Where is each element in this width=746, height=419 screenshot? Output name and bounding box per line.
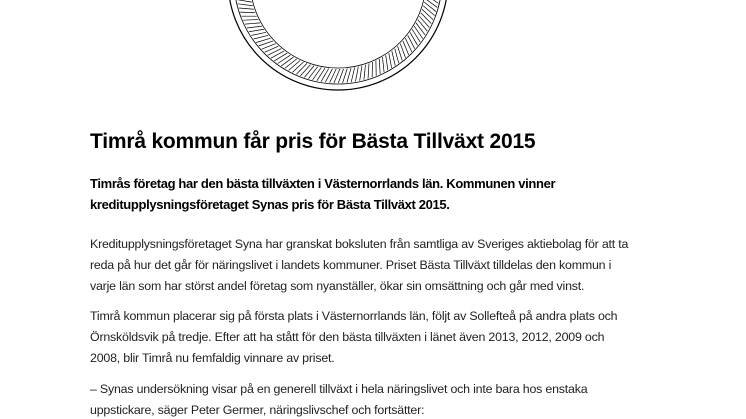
seal-hatch-mark	[300, 65, 310, 76]
seal-hatch-mark	[289, 61, 300, 71]
seal-hatch-mark	[383, 57, 385, 72]
paragraph-line: 2008, blir Timrå nu femfaldig vinnare av priset.	[90, 351, 335, 365]
seal-hatch-mark	[317, 68, 325, 81]
seal-hatch-mark	[343, 69, 348, 83]
paragraph-line: varje län som har störst andel företag som nyanställer, ökar sin omsättning och går med vinst.	[90, 279, 585, 293]
paragraph-line: Kreditupplysningsföretaget Syna har granskat boksluten från samtliga av Sveriges aktiebolag för att ta	[90, 237, 629, 251]
body-paragraph	[90, 234, 710, 297]
seal-hatch-mark	[240, 12, 255, 13]
seal-hatch-mark	[389, 53, 392, 68]
seal-hatch-mark	[239, 8, 254, 9]
article-title: Timrå kommun får pris för Bästa Tillväxt 2015	[90, 130, 536, 153]
seal-hatch-mark	[355, 67, 358, 82]
seal-hatch-mark	[347, 68, 351, 83]
seal-hatch-mark	[292, 62, 303, 72]
seal-hatch-mark	[238, 4, 253, 6]
seal-hatch-mark	[274, 53, 287, 61]
seal-hatch-mark	[422, 9, 433, 19]
seal-hatch-mark	[364, 65, 366, 80]
paragraph-line: – Synas undersökning visar på en generell tillväxt i hela näringslivet och inte bara hos enstaka	[90, 382, 588, 396]
seal-hatch-mark	[285, 59, 297, 68]
seal-hatch-mark	[423, 6, 434, 16]
seal-hatch-mark	[418, 20, 428, 32]
seal-hatch-mark	[309, 67, 318, 79]
seal-hatch-mark	[410, 32, 418, 45]
seal-hatch-mark	[237, 0, 252, 2]
seal-hatch-mark	[424, 2, 436, 11]
seal-hatch-mark	[313, 67, 322, 79]
seal-hatch-mark	[304, 66, 314, 78]
lead-line: Timrås företag har den bästa tillväxten i Västernorrlands län. Kommunen vinner	[90, 176, 556, 191]
seal-hatch-mark	[254, 35, 269, 39]
seal-hatch-mark	[395, 49, 399, 64]
paragraph-line: Örnsköldsvik på tredje. Efter att ha stått för den bästa tillväxten i länet även 2013, 2012, 2009 och	[90, 330, 605, 344]
seal-hatch-mark	[351, 67, 354, 82]
seal-hatch-mark	[321, 69, 329, 82]
seal-hatch-mark	[251, 32, 266, 35]
seal-hatch-mark	[386, 55, 388, 70]
seal-hatch-mark	[281, 57, 293, 66]
paragraph-line: Timrå kommun placerar sig på första plats i Västernorrlands län, följt av Sollefteå på andra plats och	[90, 309, 618, 323]
body-paragraph	[90, 306, 710, 369]
seal-hatch-mark	[268, 49, 282, 56]
seal-hatch-mark	[360, 66, 362, 81]
seal-hatch-mark	[247, 26, 262, 28]
body-paragraph	[90, 379, 710, 419]
seal-hatch-mark	[278, 55, 291, 63]
seal-hatch-mark	[412, 29, 420, 42]
seal-hatch-mark	[243, 20, 258, 21]
seal-hatch-mark	[414, 26, 423, 38]
paragraph-line: reda på hur det går för näringslivet i landets kommuner. Priset Bästa Tillväxt tilldelas den kommun i	[90, 258, 612, 272]
seal-hatch-mark	[416, 23, 425, 35]
seal-hatch-mark	[398, 46, 403, 60]
seal-hatch-mark	[379, 59, 380, 74]
seal-hatch-mark	[421, 13, 432, 24]
seal-hatch-mark	[256, 38, 271, 42]
article-lead	[90, 173, 690, 215]
seal-hatch-mark	[325, 69, 332, 82]
seal-hatch-mark	[296, 63, 307, 74]
seal-hatch-mark	[408, 35, 415, 48]
seal-hatch-mark	[392, 51, 395, 66]
seal-hatch-mark	[368, 63, 369, 78]
seal-logo	[224, 0, 452, 94]
seal-hatch-mark	[249, 29, 264, 32]
seal-hatch-mark	[271, 51, 284, 58]
paragraph-line: uppstickare, säger Peter Germer, näringslivschef och fortsätter:	[90, 403, 425, 417]
lead-line: kreditupplysningsföretaget Synas pris för Bästa Tillväxt 2015.	[90, 197, 450, 212]
seal-hatch-mark	[419, 16, 429, 27]
seal-hatch-mark	[245, 23, 260, 24]
